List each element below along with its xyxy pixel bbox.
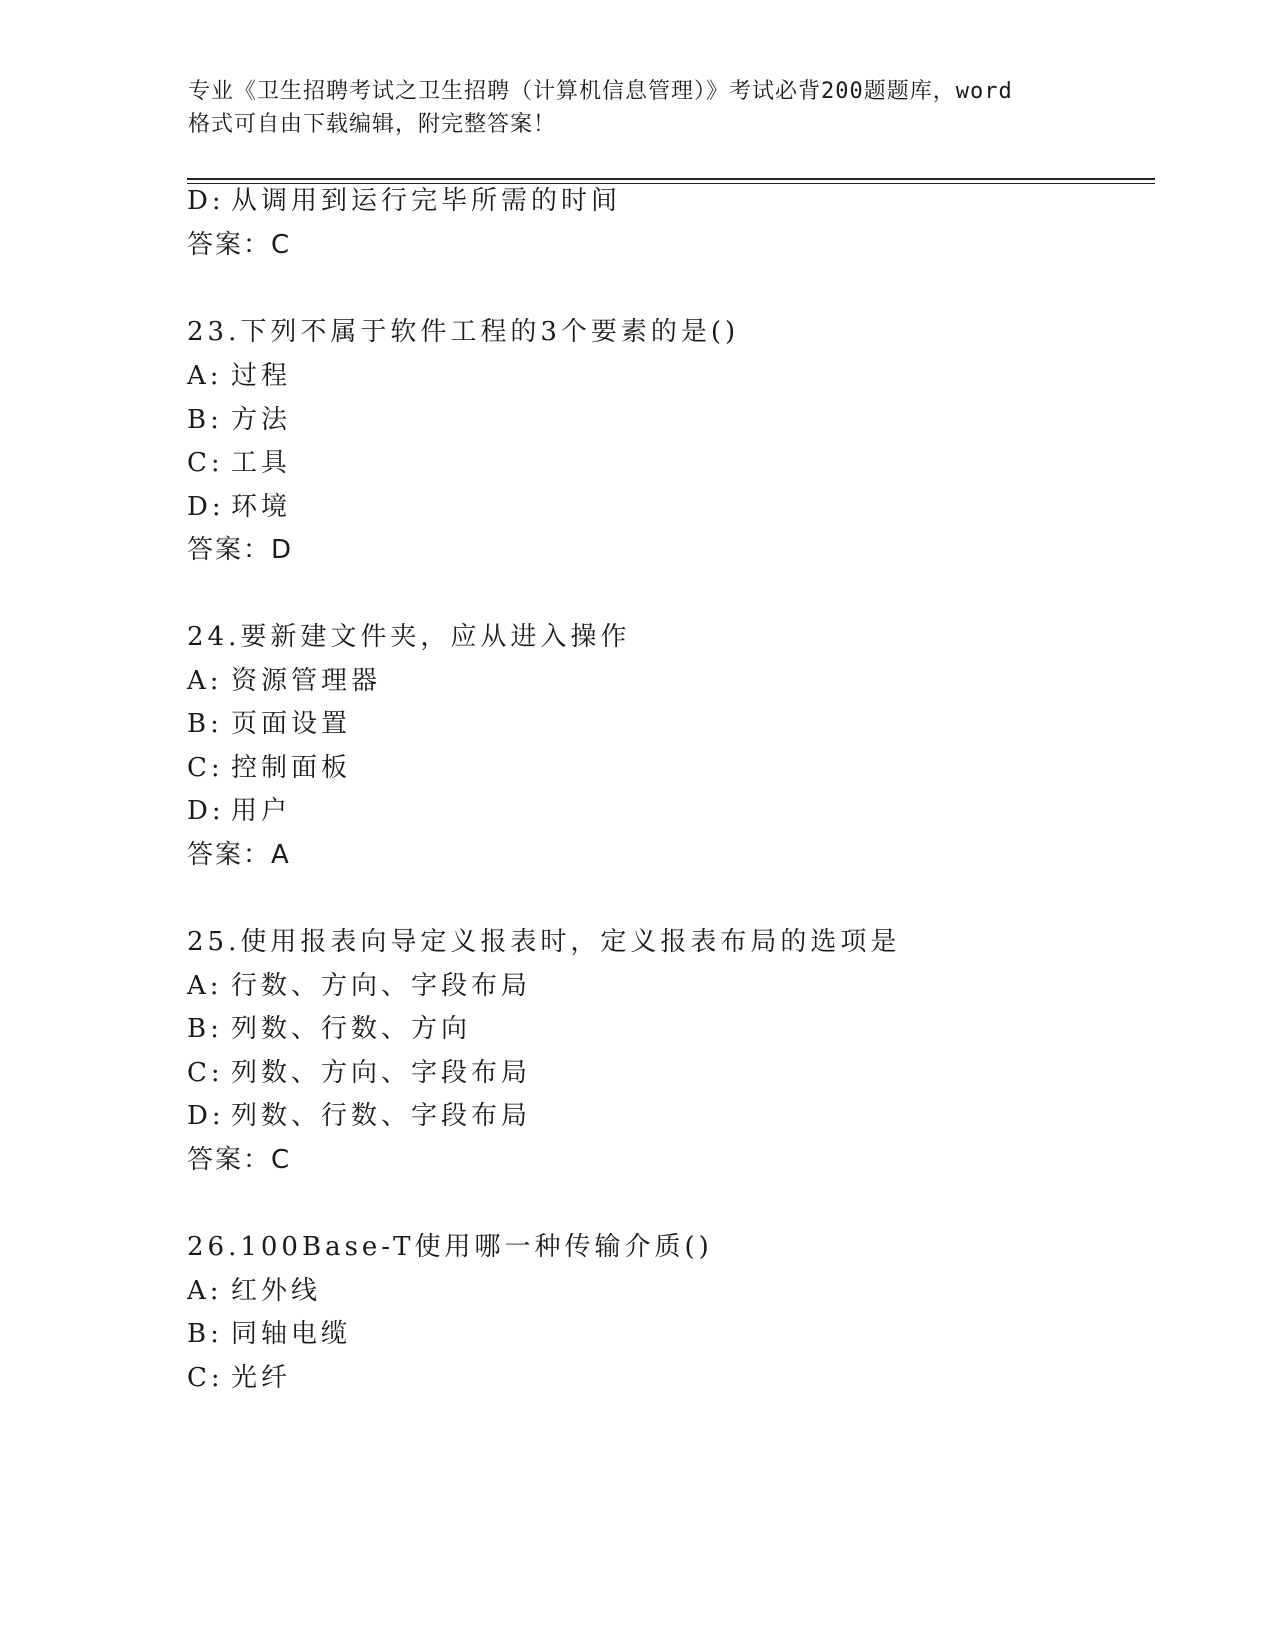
q23-option-d: [187, 491, 291, 523]
option-text: 控制面板: [231, 753, 352, 783]
option-text: 红外线: [231, 1276, 322, 1306]
option-prefix: C:: [187, 1058, 224, 1088]
q23-option-c: [187, 447, 291, 479]
option-prefix: D:: [187, 796, 225, 826]
option-text: 环境: [231, 492, 292, 522]
q25-option-d: [187, 1100, 531, 1132]
option-text: 从调用到运行完毕所需的时间: [231, 186, 622, 216]
q26-question: 26.100Base-T使用哪一种传输介质(): [187, 1232, 713, 1262]
option-text: 行数、方向、字段布局: [231, 971, 532, 1001]
q24-option-d: [187, 795, 291, 827]
q26-option-a: [187, 1275, 321, 1307]
q25-option-a: [187, 970, 531, 1002]
option-prefix: B:: [187, 405, 223, 435]
option-prefix: D:: [187, 492, 225, 522]
option-prefix: A:: [187, 361, 223, 391]
q24-answer: 答案：A: [187, 840, 291, 870]
q25-answer: 答案：C: [187, 1145, 292, 1175]
option-text: 页面设置: [231, 709, 352, 739]
q24-question: 24.要新建文件夹，应从进入操作: [187, 622, 631, 652]
header-line-1: 专业《卫生招聘考试之卫生招聘（计算机信息管理）》考试必背200题题库，word: [188, 79, 1013, 104]
option-prefix: B:: [187, 1319, 223, 1349]
q25-option-b: [187, 1013, 471, 1045]
q26-option-b: [187, 1318, 351, 1350]
q24-option-b: [187, 708, 351, 740]
q24-option-c: [187, 752, 351, 784]
header-divider-thick: [187, 178, 1155, 180]
option-prefix: B:: [187, 709, 223, 739]
option-prefix: D:: [187, 186, 225, 216]
option-text: 列数、方向、字段布局: [231, 1058, 532, 1088]
q23-option-a: [187, 360, 291, 392]
option-prefix: A:: [187, 971, 223, 1001]
q23-question: 23.下列不属于软件工程的3个要素的是(): [187, 317, 740, 347]
option-prefix: B:: [187, 1014, 223, 1044]
option-prefix: A:: [187, 666, 223, 696]
option-prefix: A:: [187, 1276, 223, 1306]
option-text: 光纤: [231, 1363, 292, 1393]
option-text: 资源管理器: [231, 666, 382, 696]
q22-answer: 答案：C: [187, 230, 292, 260]
q23-option-b: [187, 404, 291, 436]
option-text: 方法: [231, 405, 292, 435]
option-text: 过程: [231, 361, 292, 391]
q25-question: 25.使用报表向导定义报表时，定义报表布局的选项是: [187, 927, 901, 957]
option-prefix: C:: [187, 1363, 224, 1393]
q24-option-a: [187, 665, 381, 697]
q22-option-d: [187, 185, 621, 217]
header-divider-thin: [187, 183, 1155, 184]
option-prefix: D:: [187, 1101, 225, 1131]
q25-option-c: [187, 1057, 531, 1089]
option-text: 列数、行数、字段布局: [231, 1101, 532, 1131]
option-text: 同轴电缆: [231, 1319, 352, 1349]
option-text: 列数、行数、方向: [231, 1014, 472, 1044]
option-text: 用户: [231, 796, 292, 826]
option-text: 工具: [231, 448, 292, 478]
option-prefix: C:: [187, 448, 224, 478]
option-prefix: C:: [187, 753, 224, 783]
q26-option-c: [187, 1362, 291, 1394]
header-line-2: 格式可自由下载编辑，附完整答案！: [188, 112, 557, 137]
q23-answer: 答案：D: [187, 535, 294, 565]
document-header: [188, 75, 1088, 141]
